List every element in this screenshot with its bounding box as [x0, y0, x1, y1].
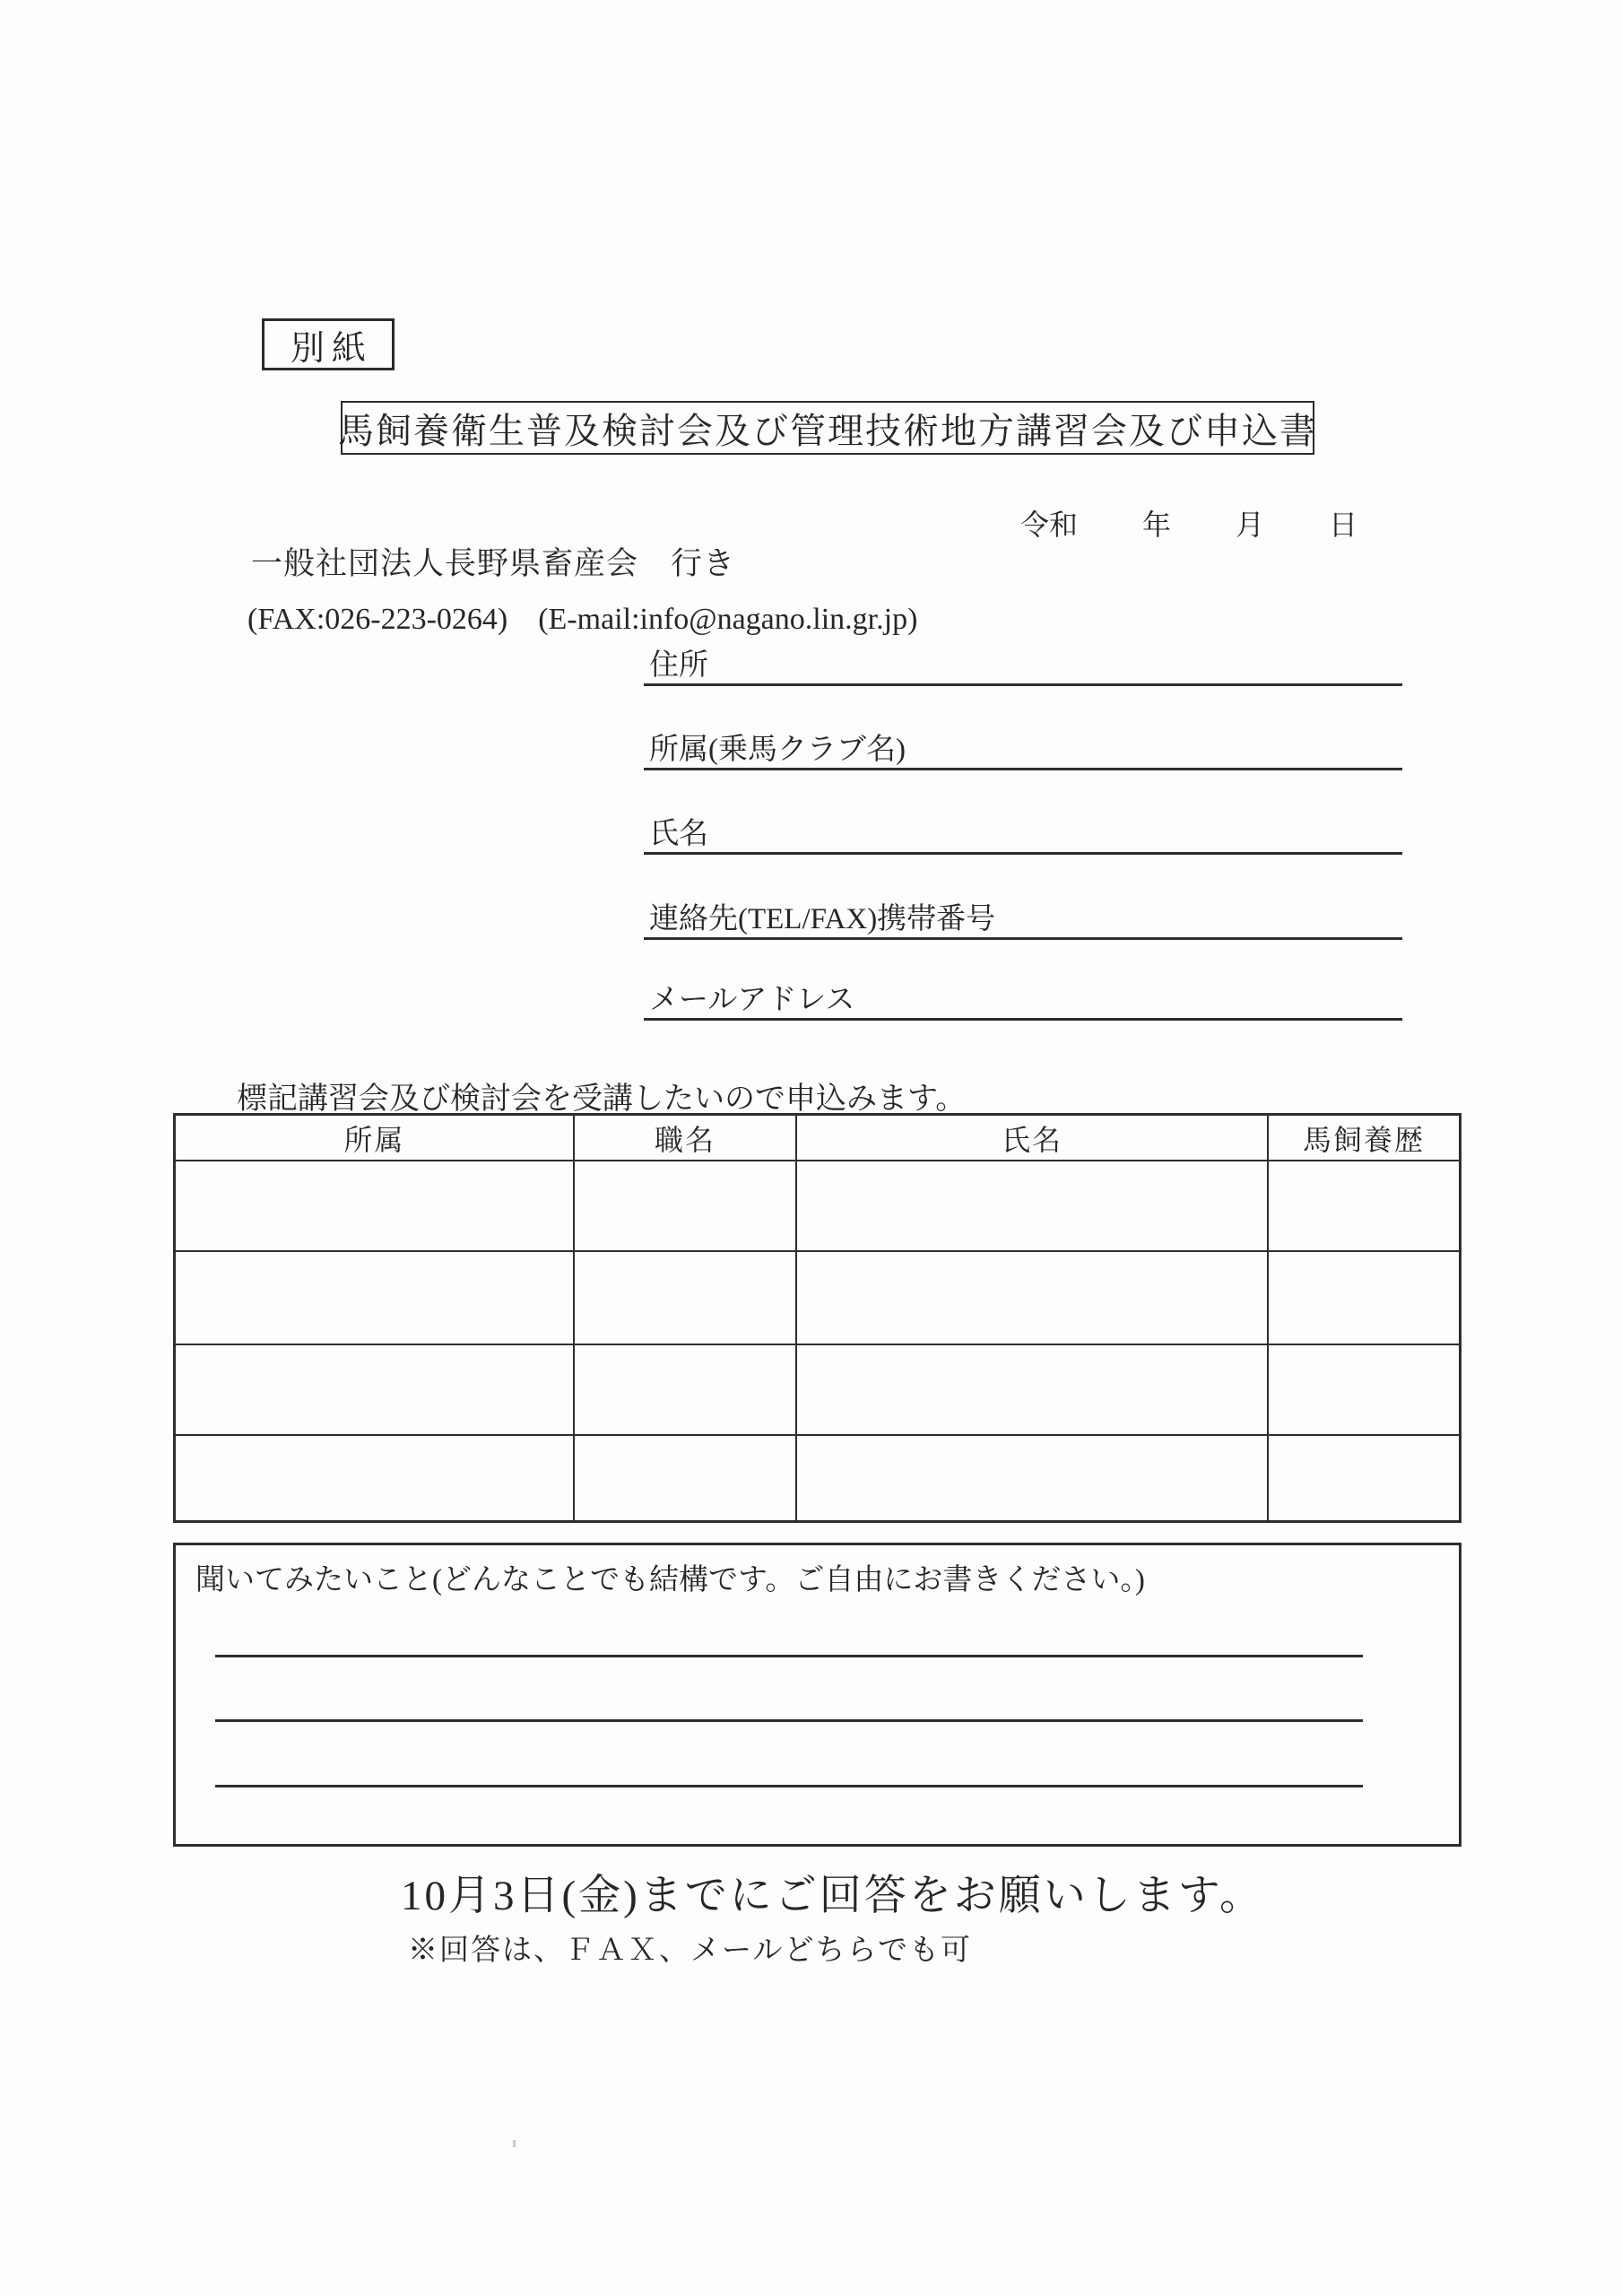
field-affiliation-label: 所属(乗馬クラブ名) [649, 734, 906, 766]
header-name: 氏名 [797, 1116, 1269, 1161]
table-cell-r4-horse-experience[interactable] [1269, 1436, 1459, 1520]
table-cell-r2-horse-experience[interactable] [1269, 1252, 1459, 1345]
form-title-box [338, 401, 1317, 455]
header-horse-experience: 馬飼養歴 [1269, 1116, 1459, 1161]
field-email-label: メールアドレス [649, 984, 855, 1016]
fax-email-line: (FAX:026-223-0264) (E-mail:info@nagano.lin.gr.jp) [247, 603, 918, 636]
era-label: 令和 [1020, 509, 1079, 541]
table-cell-r4-affiliation[interactable] [176, 1436, 575, 1520]
month-label: 月 [1235, 509, 1264, 541]
table-cell-r2-job-title[interactable] [575, 1252, 797, 1345]
comment-writing-line-3[interactable] [215, 1785, 1363, 1787]
header-job-title: 職名 [575, 1116, 797, 1161]
scan-speck [513, 2140, 516, 2147]
table-cell-r1-horse-experience[interactable] [1269, 1161, 1459, 1252]
field-phone-label: 連絡先(TEL/FAX)携帯番号 [649, 903, 996, 935]
form-title: 馬飼養衛生普及検討会及び管理技術地方講習会及び申込書 [338, 410, 1317, 451]
comment-writing-line-2[interactable] [215, 1719, 1363, 1722]
table-cell-r3-job-title[interactable] [575, 1345, 797, 1436]
deadline-notice: 10月3日(金)までにご回答をお願いします。 [401, 1873, 1265, 1919]
table-cell-r3-affiliation[interactable] [176, 1345, 575, 1436]
reply-method-note: ※回答は、ＦＡＸ、メールどちらでも可 [408, 1935, 973, 1967]
table-cell-r3-name[interactable] [797, 1345, 1269, 1436]
comments-box-label: 聞いてみたいこと(どんなことでも結構です。ご自由にお書きください。) [195, 1564, 1145, 1596]
table-cell-r4-name[interactable] [797, 1436, 1269, 1520]
day-label: 日 [1328, 509, 1357, 541]
field-affiliation[interactable] [644, 726, 1402, 770]
applicants-table [173, 1113, 1462, 1523]
table-cell-r4-job-title[interactable] [575, 1436, 797, 1520]
table-cell-r1-affiliation[interactable] [176, 1161, 575, 1252]
table-cell-r1-job-title[interactable] [575, 1161, 797, 1252]
field-address-label: 住所 [649, 649, 708, 682]
comment-writing-line-1[interactable] [215, 1655, 1363, 1657]
comments-box [173, 1543, 1462, 1847]
field-name[interactable] [644, 811, 1402, 855]
table-cell-r2-affiliation[interactable] [176, 1252, 575, 1345]
table-cell-r1-name[interactable] [797, 1161, 1269, 1252]
field-email[interactable] [644, 977, 1402, 1021]
table-cell-r2-name[interactable] [797, 1252, 1269, 1345]
field-phone[interactable] [644, 896, 1402, 940]
addressee-line: 一般社団法人長野県畜産会 行き [251, 546, 736, 581]
date-line [1020, 502, 1357, 544]
table-cell-r3-horse-experience[interactable] [1269, 1345, 1459, 1436]
header-affiliation: 所属 [176, 1116, 575, 1161]
attachment-label: 別紙 [290, 329, 373, 368]
year-label: 年 [1141, 509, 1171, 541]
field-address[interactable] [644, 642, 1402, 686]
application-statement: 標記講習会及び検討会を受講したいので申込みます。 [237, 1083, 967, 1116]
attachment-label-box [262, 318, 395, 370]
field-name-label: 氏名 [649, 818, 708, 850]
